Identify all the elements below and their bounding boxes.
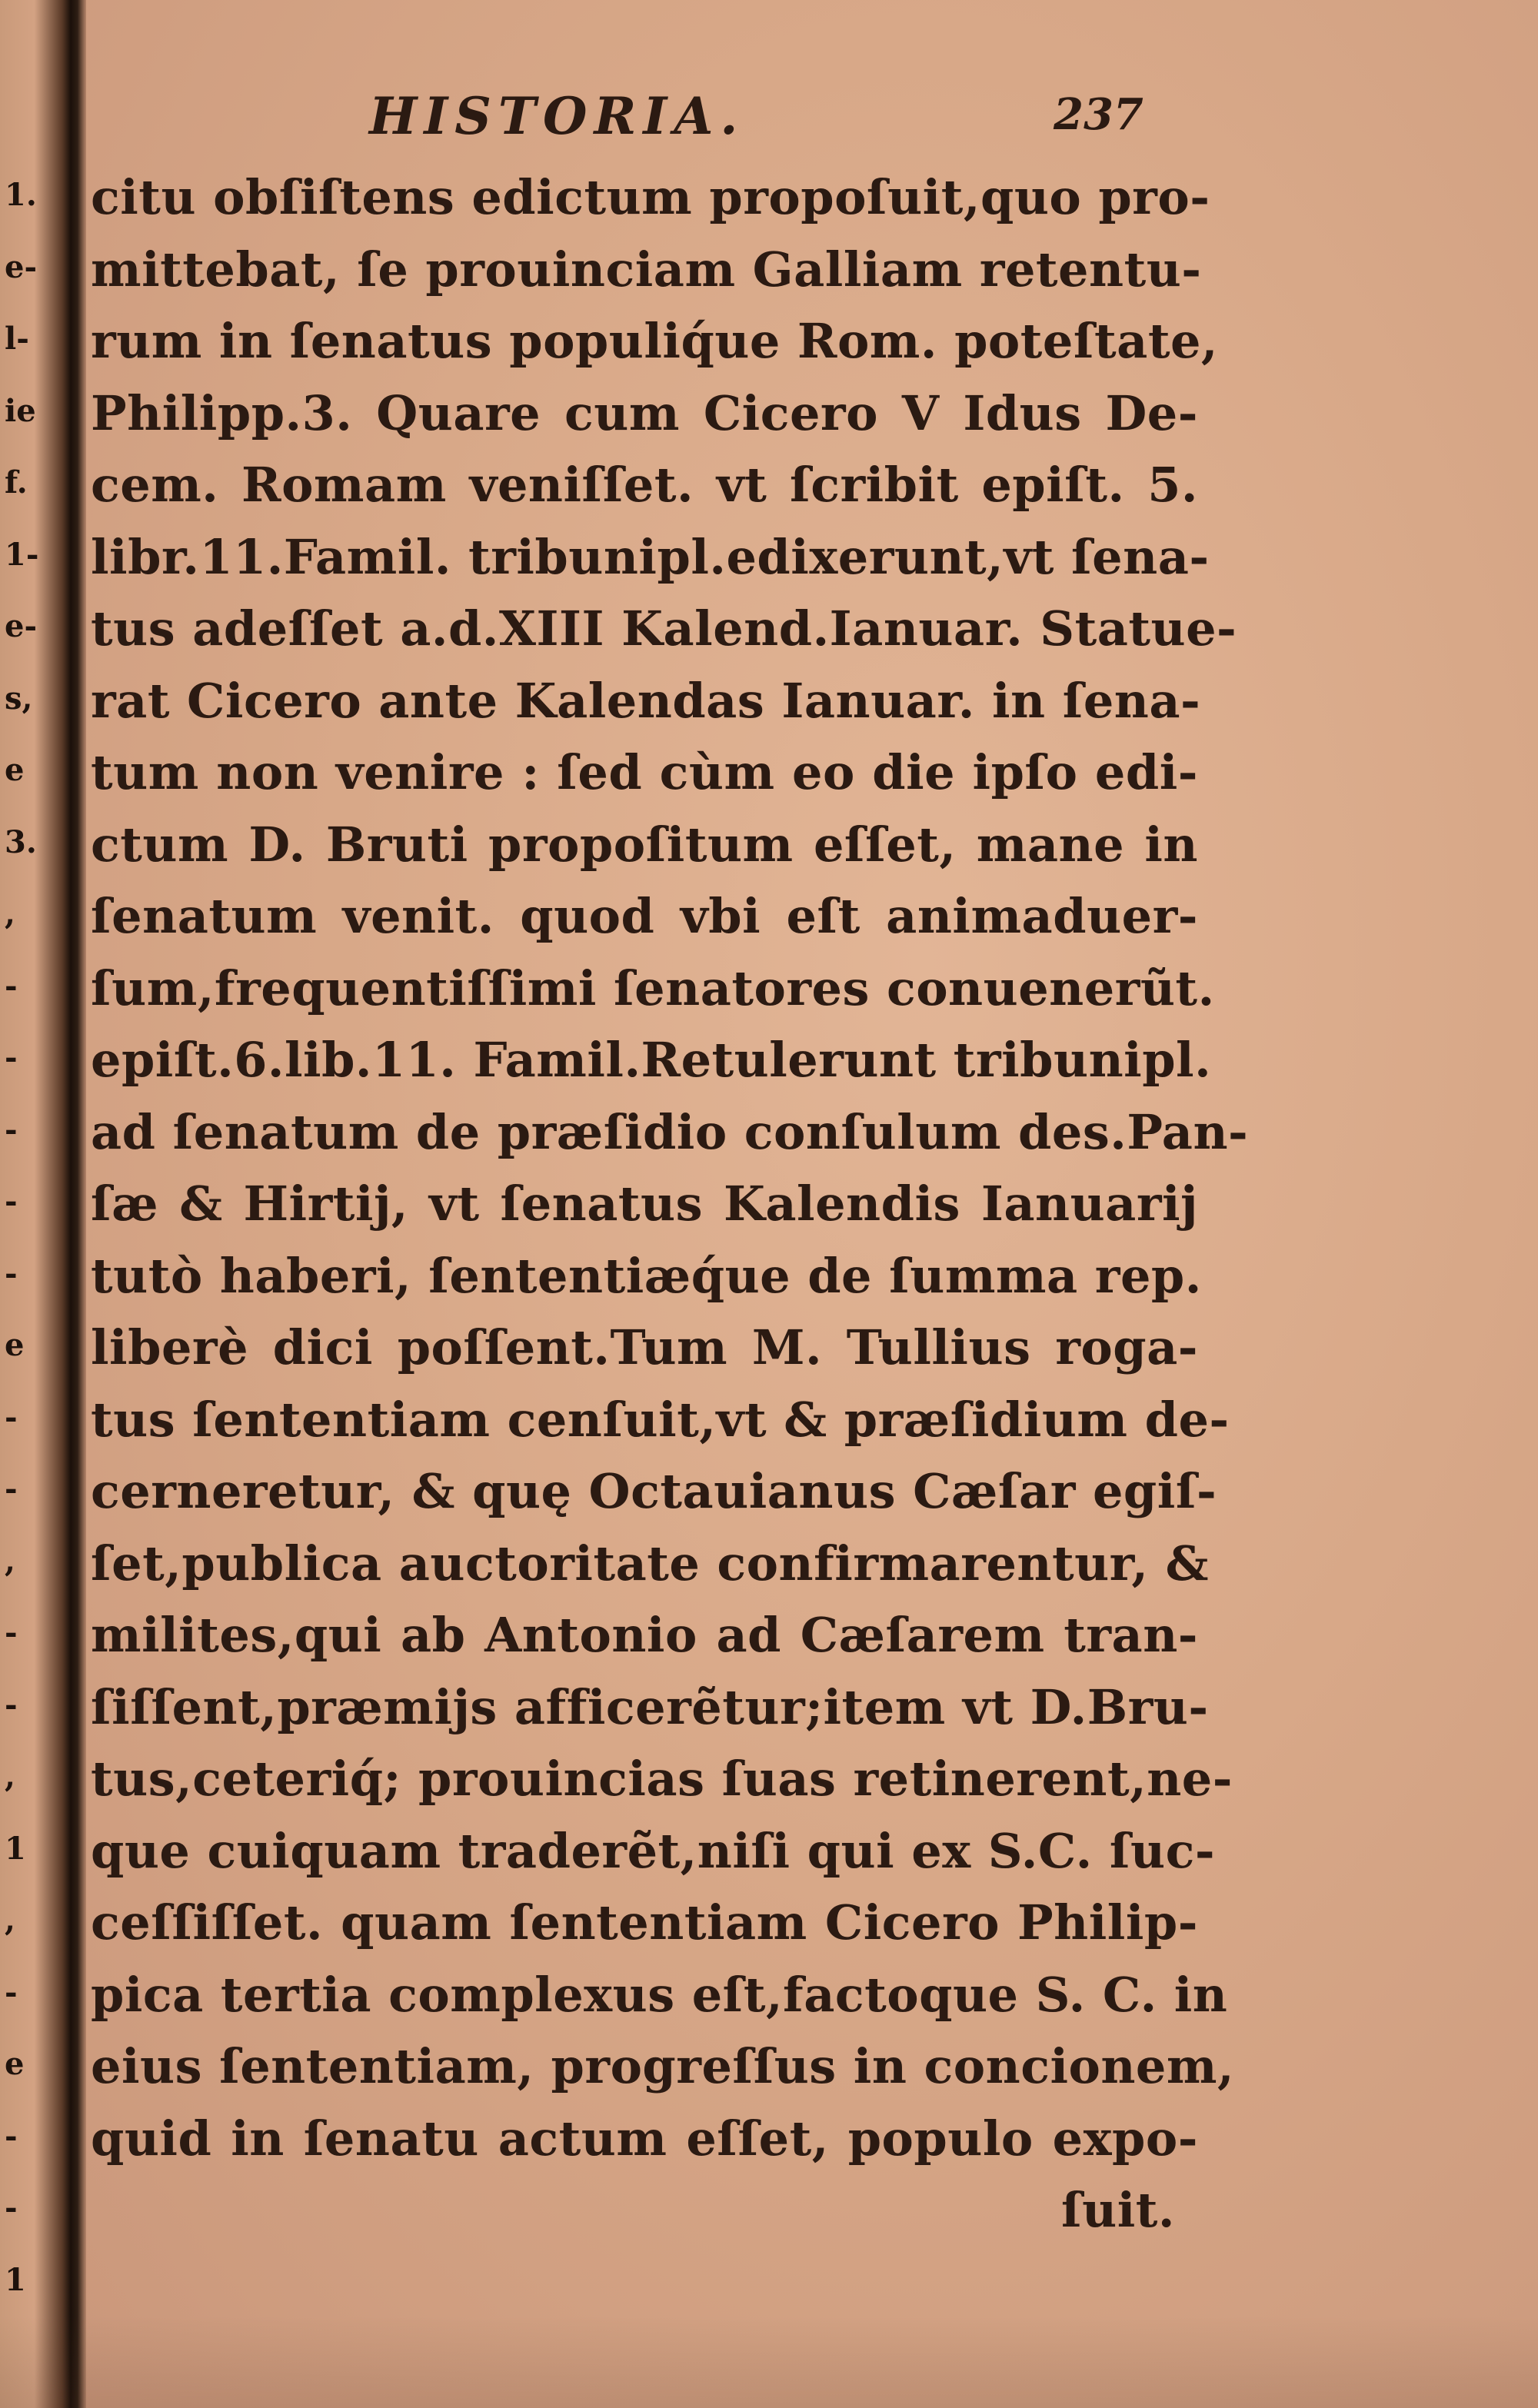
text-line: tum non venire : ſed cùm eo die ipſo edi- (91, 744, 1198, 800)
facing-edge-char: , (5, 1902, 15, 1938)
text-line: tus,ceteriq́; prouincias ſuas retinerent,ne- (91, 1751, 1233, 1807)
text-line: ceſſiſſet. quam ſententiam Cicero Philip- (91, 1894, 1198, 1951)
facing-edge-char: 3. (5, 823, 37, 860)
text-line: rat Cicero ante Kalendas Ianuar. in ſena- (91, 672, 1201, 729)
text-line: ctum D. Bruti propoſitum eſſet, mane in (91, 816, 1198, 873)
facing-edge-char: 1 (5, 2261, 26, 2298)
facing-edge-char: e- (5, 248, 38, 285)
facing-edge-char: f. (5, 464, 28, 501)
facing-edge-char: - (5, 2117, 18, 2154)
facing-edge-char: e (5, 2046, 25, 2082)
text-line: liberè dici poſſent.Tum M. Tullius roga- (91, 1319, 1198, 1375)
facing-edge-char: , (5, 1758, 15, 1794)
facing-edge-char: - (5, 1974, 18, 2011)
facing-edge-char: - (5, 1471, 18, 1507)
text-line: ſet,publica auctoritate confirmarentur, & (91, 1535, 1209, 1591)
text-line: rum in ſenatus populiq́ue Rom. poteſtate, (91, 313, 1219, 369)
text-line: tus ſententiam cenſuit,vt & præſidium de- (91, 1391, 1230, 1448)
facing-edge-char: ie (5, 392, 36, 429)
facing-edge-char: - (5, 2190, 18, 2226)
facing-edge-char: - (5, 1686, 18, 1723)
text-line: libr.11.Famil. tribunipl.edixerunt,vt ſena- (91, 528, 1210, 585)
facing-edge-char: - (5, 1255, 18, 1292)
text-line: cem. Romam veniſſet. vt ſcribit epiſt. 5. (91, 457, 1198, 513)
facing-edge-char: - (5, 1183, 18, 1219)
text-line: citu obſiſtens edictum propoſuit,quo pro- (91, 169, 1210, 225)
facing-edge-char: - (5, 1399, 18, 1435)
facing-edge-char: 1- (5, 536, 39, 573)
text-line: ad ſenatum de præſidio conſulum des.Pan- (91, 1103, 1249, 1160)
text-line: quid in ſenatu actum eſſet, populo expo- (91, 2110, 1198, 2167)
page-shadow (0, 2316, 1538, 2408)
text-line: epiſt.6.lib.11. Famil.Retulerunt tribunipl. (91, 1032, 1212, 1088)
text-line: eius ſententiam, progreſſus in concionem, (91, 2038, 1235, 2094)
catchword: ſuit. (1060, 2182, 1175, 2238)
facing-edge-char: - (5, 1039, 18, 1076)
running-head: HISTORIA. (369, 86, 745, 146)
facing-edge-char: , (5, 1542, 15, 1579)
text-line: ſum,frequentiſſimi ſenatores conuenerũt. (91, 960, 1215, 1016)
text-line: Philipp.3. Quare cum Cicero V Idus De- (91, 384, 1198, 441)
page-number: 237 (1054, 89, 1144, 140)
text-line: pica tertia complexus eſt,factoque S. C. in (91, 1966, 1228, 2023)
facing-edge-char: 1 (5, 1830, 26, 1867)
facing-page-edge (0, 0, 54, 2408)
facing-edge-char: e (5, 1327, 25, 1363)
text-line: ſæ & Hirtij, vt ſenatus Kalendis Ianuarij (91, 1176, 1198, 1232)
facing-edge-char: - (5, 1111, 18, 1148)
facing-edge-char: 1. (5, 177, 37, 213)
facing-edge-char: - (5, 967, 18, 1004)
facing-edge-char: e- (5, 608, 38, 644)
text-line: ſiſſent,præmijs afficerẽtur;item vt D.Bru- (91, 1678, 1209, 1735)
facing-edge-char: e (5, 752, 25, 788)
body-text (91, 161, 1249, 2247)
text-line: tus adeſſet a.d.XIII Kalend.Ianuar. Statue- (91, 600, 1237, 657)
text-line: cerneretur, & quę Octauianus Cæſar egiſ- (91, 1463, 1217, 1519)
text-line: que cuiquam traderẽt,niſi qui ex S.C. ſuc- (91, 1822, 1216, 1879)
facing-edge-char: l- (5, 321, 29, 357)
text-line: mittebat, ſe prouinciam Galliam retentu- (91, 241, 1202, 298)
text-line: milites,qui ab Antonio ad Cæſarem tran- (91, 1607, 1198, 1663)
text-line: tutò haberi, ſententiæq́ue de ſumma rep. (91, 1247, 1202, 1304)
facing-edge-char: s, (5, 680, 33, 717)
page-header (100, 86, 1207, 163)
facing-edge-char: - (5, 1615, 18, 1651)
facing-edge-char: , (5, 896, 15, 932)
text-line: ſenatum venit. quod vbi eſt animaduer- (91, 888, 1198, 944)
